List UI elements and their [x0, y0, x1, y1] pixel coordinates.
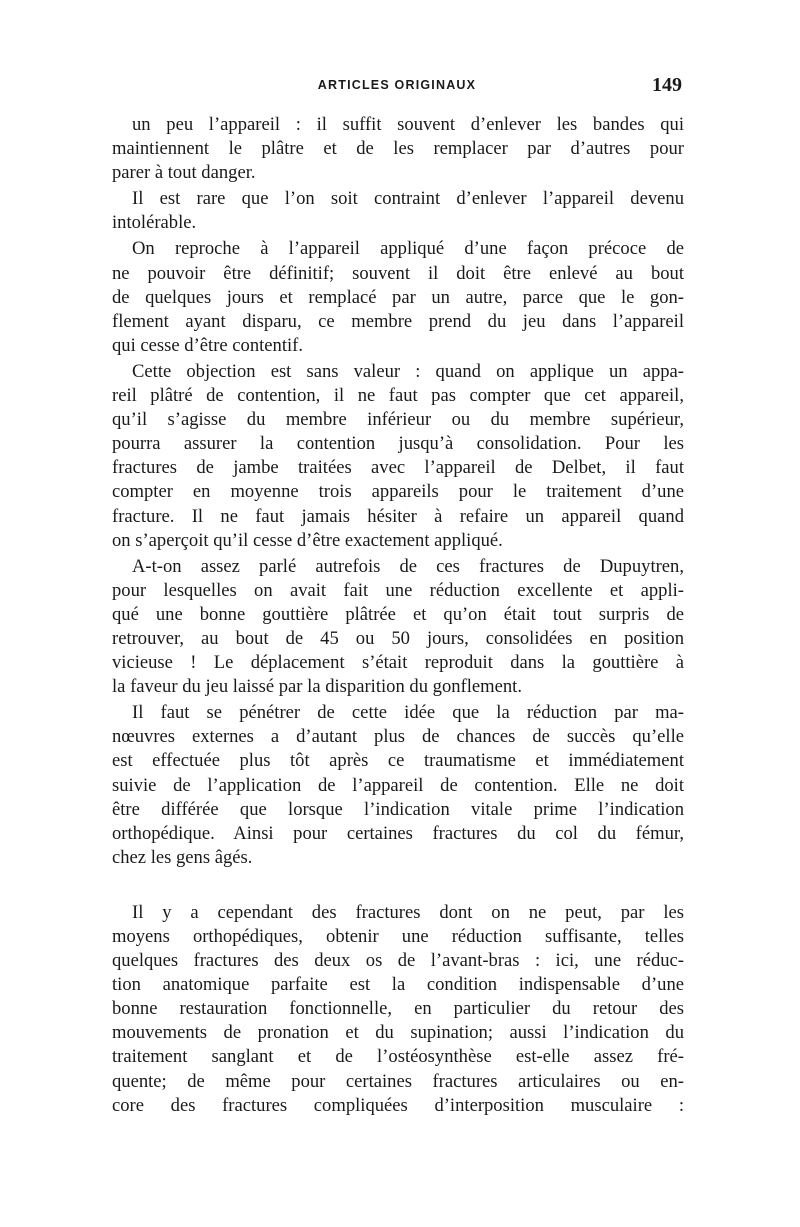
body-text — [112, 113, 684, 1118]
text-line: Il y a cependant des fractures dont on ne peut, par les — [132, 901, 684, 923]
text-line: la faveur du jeu laissé par la disparition du gonflement. — [112, 676, 522, 698]
paragraph — [112, 555, 684, 700]
paragraph — [112, 360, 684, 553]
paragraph — [112, 113, 684, 185]
text-line: qu’il s’agisse du membre inférieur ou du membre supérieur, — [112, 409, 684, 431]
text-line: suivie de l’application de l’appareil de contention. Elle ne doit — [112, 774, 684, 796]
running-title: ARTICLES ORIGINAUX — [317, 78, 477, 92]
text-line: core des fractures compliquées d’interposition musculaire : — [112, 1094, 684, 1116]
page-header — [112, 76, 682, 98]
text-line: chez les gens âgés. — [112, 846, 253, 868]
text-line: de quelques jours et remplacé par un autre, parce que le gon- — [112, 286, 684, 308]
text-line: pourra assurer la contention jusqu’à consolidation. Pour les — [112, 433, 684, 455]
page-number: 149 — [652, 74, 682, 96]
paragraph — [112, 237, 684, 357]
text-line: vicieuse ! Le déplacement s’était reproduit dans la gouttière à — [112, 652, 684, 674]
text-line: moyens orthopédiques, obtenir une réduction suffisante, telles — [112, 926, 684, 947]
text-line: on s’aperçoit qu’il cesse d’être exactement appliqué. — [112, 529, 503, 551]
text-line: flement ayant disparu, ce membre prend du jeu dans l’appareil — [112, 310, 684, 332]
text-line: Cette objection est sans valeur : quand on applique un appa- — [132, 360, 684, 382]
paragraph — [112, 187, 684, 235]
text-line: nœuvres externes a d’autant plus de chances de succès qu’elle — [112, 726, 684, 748]
text-line: orthopédique. Ainsi pour certaines fractures du col du fémur, — [112, 822, 684, 844]
paragraph — [112, 701, 684, 870]
text-line: bonne restauration fonctionnelle, en particulier du retour des — [112, 998, 684, 1020]
text-line: qui cesse d’être contentif. — [112, 334, 304, 356]
paragraph — [112, 901, 684, 1118]
text-line: un peu l’appareil : il suffit souvent d’enlever les bandes qui — [132, 114, 684, 135]
text-line: fracture. Il ne faut jamais hésiter à refaire un appareil quand — [112, 505, 684, 527]
text-line: Il faut se pénétrer de cette idée que la réduction par ma- — [132, 702, 684, 724]
text-line: pour lesquelles on avait fait une réduction excellente et appli- — [112, 579, 684, 601]
text-line: intolérable. — [112, 212, 197, 234]
text-line: quente; de même pour certaines fractures articulaires ou en- — [112, 1070, 684, 1092]
text-line: A-t-on assez parlé autrefois de ces fractures de Dupuytren, — [132, 555, 684, 577]
text-line: Il est rare que l’on soit contraint d’enlever l’appareil devenu — [132, 188, 684, 210]
text-line: parer à tout danger. — [112, 162, 256, 184]
text-line: reil plâtré de contention, il ne faut pas compter que cet appareil, — [112, 385, 684, 407]
text-line: mouvements de pronation et du supination; aussi l’indication du — [112, 1022, 684, 1044]
text-line: compter en moyenne trois appareils pour le traitement d’une — [112, 481, 684, 503]
text-line: être différée que lorsque l’indication vitale prime l’indication — [112, 798, 684, 820]
text-line: On reproche à l’appareil appliqué d’une façon précoce de — [132, 238, 684, 260]
text-line: fractures de jambe traitées avec l’appareil de Delbet, il faut — [112, 457, 684, 479]
text-line: retrouver, au bout de 45 ou 50 jours, consolidées en position — [112, 627, 684, 649]
text-line: tion anatomique parfaite est la condition indispensable d’une — [112, 974, 684, 996]
text-line: traitement sanglant et de l’ostéosynthèse est-elle assez fré- — [112, 1046, 684, 1068]
text-line: quelques fractures des deux os de l’avant-bras : ici, une réduc- — [112, 950, 684, 972]
text-line: maintiennent le plâtre et de les remplacer par d’autres pour — [112, 138, 684, 160]
text-line: qué une bonne gouttière plâtrée et qu’on était tout surpris de — [112, 603, 684, 625]
section-break — [112, 870, 684, 901]
text-line: est effectuée plus tôt après ce traumatisme et immédiatement — [112, 750, 684, 772]
text-line: ne pouvoir être définitif; souvent il doit être enlevé au bout — [112, 262, 684, 284]
